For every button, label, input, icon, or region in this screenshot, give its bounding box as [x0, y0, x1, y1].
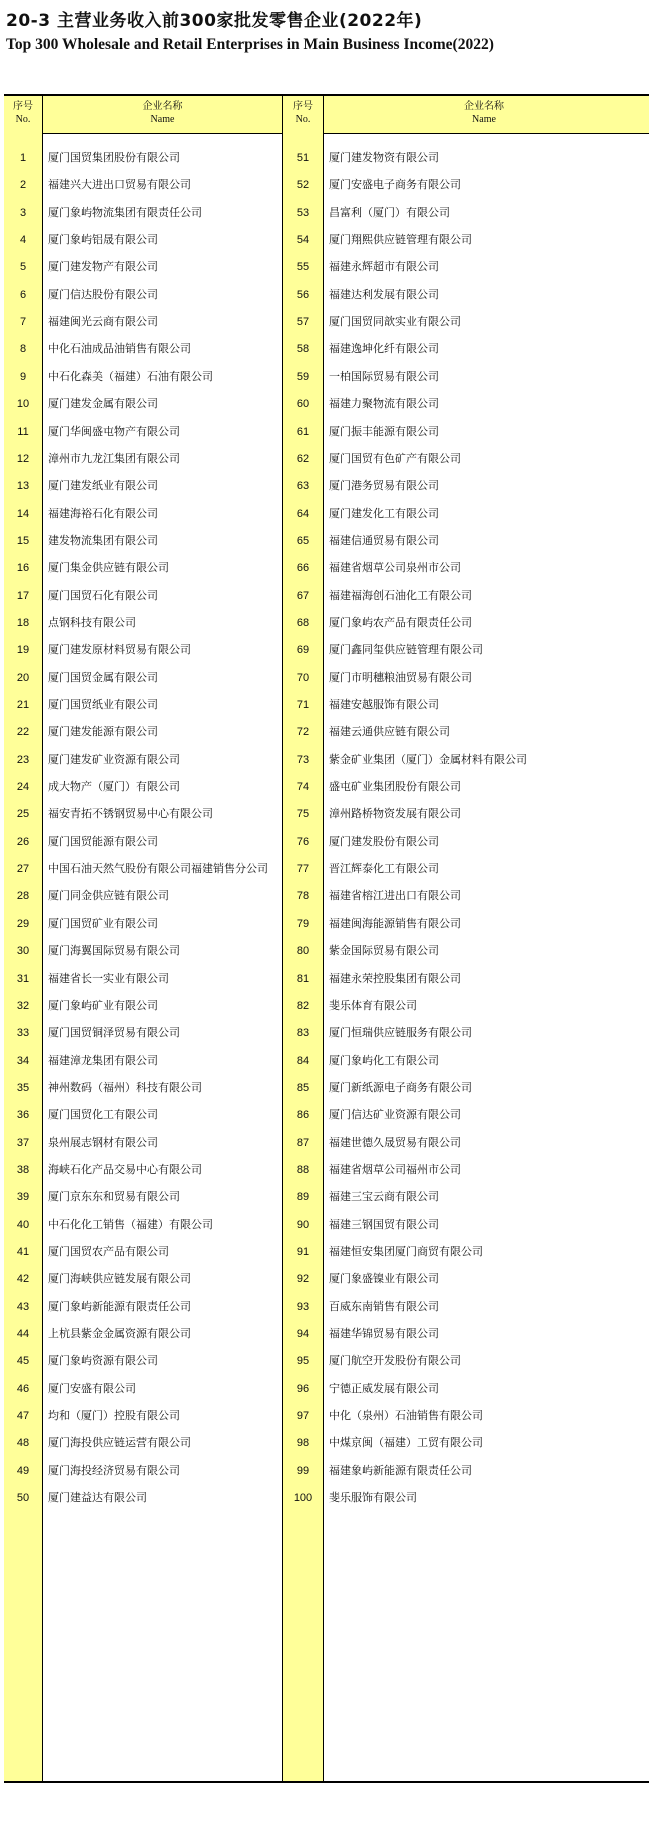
enterprise-name: 中石化化工销售（福建）有限公司	[48, 1217, 213, 1231]
enterprise-name: 厦门信达股份有限公司	[48, 287, 158, 301]
enterprise-name: 福建兴大进出口贸易有限公司	[48, 178, 191, 192]
row-number: 19	[16, 644, 30, 657]
enterprise-name: 厦门国贸同歆实业有限公司	[329, 315, 461, 329]
row-number: 60	[296, 398, 310, 411]
row-number: 54	[296, 234, 310, 247]
enterprise-name: 漳州市九龙江集团有限公司	[48, 451, 180, 465]
enterprise-name: 厦门鑫同玺供应链管理有限公司	[329, 643, 483, 657]
enterprise-name: 盛屯矿业集团股份有限公司	[329, 780, 461, 794]
enterprise-name: 厦门象盛镍业有限公司	[329, 1272, 439, 1286]
row-number: 9	[19, 370, 27, 383]
row-number: 74	[296, 781, 310, 794]
row-number: 66	[296, 562, 310, 575]
row-number: 27	[16, 863, 30, 876]
row-number: 47	[16, 1410, 30, 1423]
row-number: 49	[16, 1464, 30, 1477]
enterprise-name: 厦门建发物资有限公司	[329, 151, 439, 164]
row-number: 3	[19, 206, 27, 219]
enterprise-name: 厦门同金供应链有限公司	[48, 889, 169, 903]
row-number: 89	[296, 1191, 310, 1204]
row-number: 90	[296, 1218, 310, 1231]
enterprise-name: 厦门华闽盛屯物产有限公司	[48, 424, 180, 438]
enterprise-name: 厦门国贸矿业有限公司	[48, 916, 158, 930]
enterprise-name: 厦门国贸金属有限公司	[48, 670, 158, 684]
row-number: 13	[16, 480, 30, 493]
enterprise-name: 厦门海投供应链运营有限公司	[48, 1436, 191, 1450]
enterprise-name: 厦门海翼国际贸易有限公司	[48, 944, 180, 958]
row-number: 20	[16, 671, 30, 684]
row-number: 22	[16, 726, 30, 739]
enterprise-name: 成大物产（厦门）有限公司	[48, 780, 180, 794]
row-number: 81	[296, 972, 310, 985]
enterprise-name: 百威东南销售有限公司	[329, 1299, 439, 1313]
enterprise-name: 神州数码（福州）科技有限公司	[48, 1080, 202, 1094]
row-number: 38	[16, 1163, 30, 1176]
row-number: 37	[16, 1136, 30, 1149]
row-number: 94	[296, 1328, 310, 1341]
row-number: 8	[19, 343, 27, 356]
enterprise-name: 厦门新纸源电子商务有限公司	[329, 1080, 472, 1094]
row-number: 69	[296, 644, 310, 657]
enterprise-name: 厦门国贸纸业有限公司	[48, 698, 158, 711]
row-number: 28	[16, 890, 30, 903]
row-number: 63	[296, 480, 310, 493]
row-number: 34	[16, 1054, 30, 1067]
row-number: 18	[16, 616, 30, 629]
enterprise-name: 厦门国贸铜泽贸易有限公司	[48, 1026, 180, 1040]
enterprise-name: 厦门安盛有限公司	[48, 1381, 136, 1395]
enterprise-table	[4, 94, 649, 1783]
row-number: 73	[296, 753, 310, 766]
row-number: 59	[296, 370, 310, 383]
enterprise-name: 厦门安盛电子商务有限公司	[329, 178, 461, 192]
row-number: 96	[296, 1382, 310, 1395]
enterprise-name: 中化（泉州）石油销售有限公司	[329, 1409, 483, 1423]
enterprise-name: 紫金矿业集团（厦门）金属材料有限公司	[329, 752, 527, 766]
enterprise-name: 厦门海投经济贸易有限公司	[48, 1463, 180, 1477]
enterprise-name: 厦门航空开发股份有限公司	[329, 1354, 461, 1368]
row-number: 42	[16, 1273, 30, 1286]
row-number: 7	[19, 316, 27, 329]
row-number: 97	[296, 1410, 310, 1423]
row-number: 70	[296, 671, 310, 684]
row-number: 39	[16, 1191, 30, 1204]
enterprise-name: 福建安越服饰有限公司	[329, 698, 439, 711]
row-number: 67	[296, 589, 310, 602]
enterprise-name: 中煤京闽（福建）工贸有限公司	[329, 1436, 483, 1450]
header-no-right	[283, 96, 323, 133]
enterprise-name: 厦门建益达有限公司	[48, 1491, 147, 1505]
row-number: 62	[296, 452, 310, 465]
row-number: 11	[17, 425, 29, 438]
row-number: 72	[296, 726, 310, 739]
enterprise-name: 福建信通贸易有限公司	[329, 533, 439, 547]
row-number: 29	[16, 917, 30, 930]
row-number: 78	[296, 890, 310, 903]
row-number: 32	[16, 999, 30, 1012]
enterprise-name: 福建福海创石油化工有限公司	[329, 588, 472, 602]
enterprise-name: 福建永荣控股集团有限公司	[329, 971, 461, 985]
enterprise-name: 厦门港务贸易有限公司	[329, 479, 439, 493]
row-number: 35	[16, 1081, 30, 1094]
enterprise-name: 厦门象屿铝晟有限公司	[48, 233, 158, 247]
row-number: 44	[16, 1328, 30, 1341]
row-number: 80	[296, 945, 310, 958]
header-name-en: Name	[472, 114, 496, 125]
enterprise-name: 厦门建发能源有限公司	[48, 725, 158, 739]
row-number: 86	[296, 1109, 310, 1122]
header-name-right	[323, 96, 645, 133]
row-number: 4	[19, 234, 27, 247]
row-number: 10	[16, 398, 30, 411]
enterprise-name: 厦门象屿物流集团有限责任公司	[48, 205, 202, 219]
row-number: 92	[296, 1273, 310, 1286]
enterprise-name: 厦门国贸集团股份有限公司	[48, 151, 180, 164]
enterprise-name: 厦门建发金属有限公司	[48, 397, 158, 411]
row-number: 77	[296, 863, 310, 876]
row-number: 55	[296, 261, 310, 274]
enterprise-name: 厦门象屿新能源有限责任公司	[48, 1299, 191, 1313]
row-number: 14	[16, 507, 30, 520]
row-number: 21	[16, 699, 30, 711]
row-number: 95	[296, 1355, 310, 1368]
enterprise-name: 厦门国贸农产品有限公司	[48, 1245, 169, 1258]
row-number: 33	[16, 1027, 30, 1040]
header-name-cn: 企业名称	[142, 101, 183, 112]
enterprise-name: 厦门信达矿业资源有限公司	[329, 1108, 461, 1122]
row-number: 79	[296, 917, 310, 930]
column-divider	[42, 96, 43, 1781]
enterprise-name: 福建世德久晟贸易有限公司	[329, 1135, 461, 1149]
enterprise-name: 福建华锦贸易有限公司	[329, 1327, 439, 1341]
enterprise-name: 一柏国际贸易有限公司	[329, 369, 439, 383]
enterprise-name: 福建达利发展有限公司	[329, 287, 439, 301]
page-subtitle: Top 300 Wholesale and Retail Enterprises in Main Business Income(2022)	[6, 36, 494, 53]
row-number: 31	[16, 972, 30, 985]
row-number: 99	[296, 1464, 310, 1477]
row-number: 43	[16, 1300, 30, 1313]
enterprise-name: 漳州路桥物资发展有限公司	[329, 807, 461, 821]
enterprise-name: 均和（厦门）控股有限公司	[48, 1409, 180, 1423]
row-number: 2	[19, 179, 27, 192]
row-number: 1	[19, 152, 27, 164]
header-no-en: No.	[295, 114, 311, 125]
row-number: 24	[16, 781, 30, 794]
page-title: 20-3 主营业务收入前300家批发零售企业(2022年)	[6, 11, 423, 31]
enterprise-name: 厦门国贸有色矿产有限公司	[329, 451, 461, 465]
enterprise-name: 晋江辉泰化工有限公司	[329, 862, 439, 876]
row-number: 41	[16, 1246, 30, 1258]
enterprise-name: 福安青拓不锈钢贸易中心有限公司	[48, 807, 213, 821]
row-number: 15	[16, 534, 30, 547]
row-number: 56	[296, 288, 310, 301]
enterprise-name: 福建逸坤化纤有限公司	[329, 342, 439, 356]
enterprise-name: 建发物流集团有限公司	[48, 533, 158, 547]
row-number: 64	[296, 507, 310, 520]
enterprise-name: 厦门京东东和贸易有限公司	[48, 1190, 180, 1204]
enterprise-name: 福建省榕江进出口有限公司	[329, 889, 461, 903]
row-number: 17	[16, 589, 30, 602]
row-number: 85	[296, 1081, 310, 1094]
enterprise-name: 厦门国贸石化有限公司	[48, 588, 158, 602]
enterprise-name: 厦门建发股份有限公司	[329, 834, 439, 848]
header-name-left	[42, 96, 283, 133]
row-number: 46	[16, 1382, 30, 1395]
column-divider	[323, 96, 324, 1781]
enterprise-name: 福建闽光云商有限公司	[48, 315, 158, 329]
row-number: 53	[296, 206, 310, 219]
enterprise-name: 厦门象屿矿业有限公司	[48, 998, 158, 1012]
enterprise-name: 中国石油天然气股份有限公司福建销售分公司	[48, 862, 268, 876]
enterprise-name: 厦门建发化工有限公司	[329, 506, 439, 520]
enterprise-name: 紫金国际贸易有限公司	[329, 944, 439, 958]
enterprise-name: 厦门国贸能源有限公司	[48, 834, 158, 848]
enterprise-name: 厦门象屿农产品有限责任公司	[329, 615, 472, 629]
row-number: 23	[16, 753, 30, 766]
enterprise-name: 厦门建发矿业资源有限公司	[48, 752, 180, 766]
enterprise-name: 斐乐服饰有限公司	[329, 1491, 417, 1505]
enterprise-name: 斐乐体育有限公司	[329, 998, 417, 1012]
enterprise-name: 福建漳龙集团有限公司	[48, 1053, 158, 1067]
enterprise-name: 泉州展志钢材有限公司	[48, 1135, 158, 1149]
row-number: 26	[16, 835, 30, 848]
enterprise-name: 厦门振丰能源有限公司	[329, 424, 439, 438]
row-number: 50	[16, 1492, 30, 1505]
enterprise-name: 福建省长一实业有限公司	[48, 971, 169, 985]
row-number: 83	[296, 1027, 310, 1040]
enterprise-name: 厦门集金供应链有限公司	[48, 561, 169, 575]
enterprise-name: 福建三宝云商有限公司	[329, 1190, 439, 1204]
row-number: 36	[16, 1109, 30, 1122]
enterprise-name: 厦门建发原材料贸易有限公司	[48, 643, 191, 657]
enterprise-name: 厦门象屿资源有限公司	[48, 1354, 158, 1368]
row-number: 71	[296, 699, 310, 711]
enterprise-name: 昌富利（厦门）有限公司	[329, 205, 450, 219]
row-number: 25	[16, 808, 30, 821]
enterprise-name: 厦门海峡供应链发展有限公司	[48, 1272, 191, 1286]
row-number: 40	[16, 1218, 30, 1231]
enterprise-name: 厦门象屿化工有限公司	[329, 1053, 439, 1067]
enterprise-name: 福建海裕石化有限公司	[48, 506, 158, 520]
row-number: 88	[296, 1163, 310, 1176]
row-number: 57	[296, 316, 310, 329]
enterprise-name: 福建力聚物流有限公司	[329, 397, 439, 411]
row-number: 100	[293, 1492, 313, 1505]
enterprise-name: 厦门恒瑞供应链服务有限公司	[329, 1026, 472, 1040]
header-no-left	[4, 96, 42, 133]
enterprise-name: 厦门建发纸业有限公司	[48, 479, 158, 493]
row-number: 30	[16, 945, 30, 958]
enterprise-name: 福建恒安集团厦门商贸有限公司	[329, 1245, 483, 1258]
row-number: 61	[296, 425, 310, 438]
enterprise-name: 福建三钢国贸有限公司	[329, 1217, 439, 1231]
row-number: 65	[296, 534, 310, 547]
enterprise-name: 厦门国贸化工有限公司	[48, 1108, 158, 1122]
enterprise-name: 福建省烟草公司福州市公司	[329, 1162, 461, 1176]
enterprise-name: 宁德正威发展有限公司	[329, 1381, 439, 1395]
enterprise-name: 福建闽海能源销售有限公司	[329, 916, 461, 930]
row-number: 58	[296, 343, 310, 356]
enterprise-name: 福建象屿新能源有限责任公司	[329, 1463, 472, 1477]
enterprise-name: 中石化森美（福建）石油有限公司	[48, 369, 213, 383]
row-number: 45	[16, 1355, 30, 1368]
row-number: 98	[296, 1437, 310, 1450]
row-number: 52	[296, 179, 310, 192]
row-number: 6	[19, 288, 27, 301]
row-number: 16	[16, 562, 30, 575]
row-number: 76	[296, 835, 310, 848]
row-number: 12	[16, 452, 30, 465]
row-number: 93	[296, 1300, 310, 1313]
enterprise-name: 厦门建发物产有限公司	[48, 260, 158, 274]
row-number: 84	[296, 1054, 310, 1067]
header-name-cn: 企业名称	[464, 101, 504, 112]
row-number: 82	[296, 999, 310, 1012]
row-number: 5	[19, 261, 27, 274]
enterprise-name: 中化石油成品油销售有限公司	[48, 342, 191, 356]
row-number: 48	[16, 1437, 30, 1450]
enterprise-name: 厦门翔熙供应链管理有限公司	[329, 233, 472, 247]
row-number: 91	[296, 1246, 310, 1258]
enterprise-name: 福建省烟草公司泉州市公司	[329, 561, 461, 575]
header-no-cn: 序号	[13, 101, 33, 112]
row-number: 75	[296, 808, 310, 821]
row-number: 68	[296, 616, 310, 629]
header-name-en: Name	[150, 114, 175, 125]
header-no-cn: 序号	[293, 101, 313, 112]
header-no-en: No.	[15, 114, 31, 125]
row-number: 51	[296, 152, 310, 164]
enterprise-name: 点钢科技有限公司	[48, 615, 136, 629]
enterprise-name: 厦门市明穗粮油贸易有限公司	[329, 670, 472, 684]
enterprise-name: 上杭县紫金金属资源有限公司	[48, 1327, 191, 1341]
enterprise-name: 福建永辉超市有限公司	[329, 260, 439, 274]
row-number: 87	[296, 1136, 310, 1149]
enterprise-name: 福建云通供应链有限公司	[329, 725, 450, 739]
enterprise-name: 海峡石化产品交易中心有限公司	[48, 1162, 202, 1176]
